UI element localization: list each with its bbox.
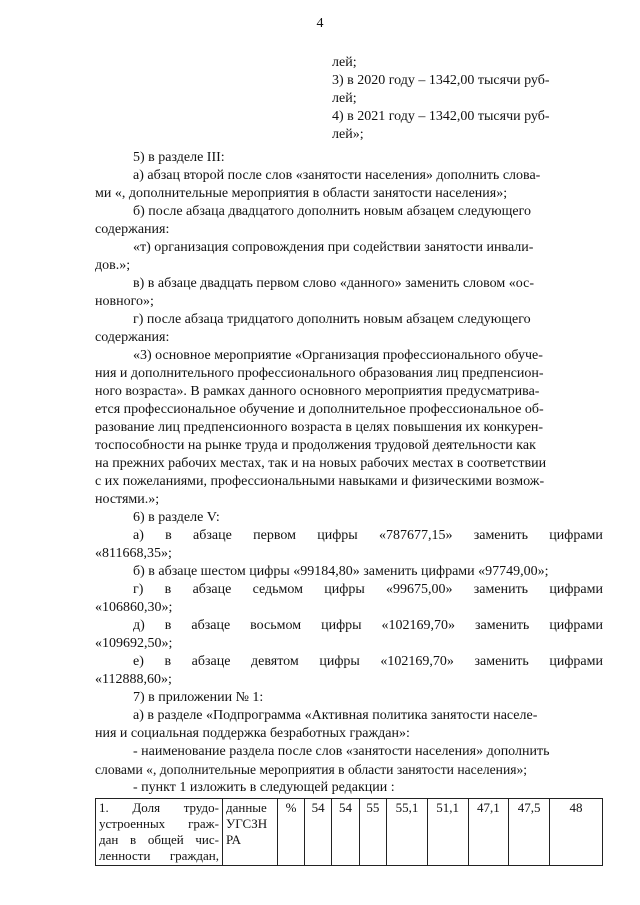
value-cell: 55 <box>359 799 386 866</box>
text-line: ется профессиональное обучение и дополнительное профессиональное об- <box>95 402 544 417</box>
text-line: содержания: <box>95 222 170 237</box>
word: абзаце <box>193 528 232 543</box>
word: граж- <box>188 816 219 831</box>
word: восьмом <box>250 618 302 633</box>
indicator-table <box>95 798 603 866</box>
text-line: ния и социальная поддержка безработных граждан»: <box>95 726 410 741</box>
text-line: «811668,35»; <box>95 546 172 561</box>
word: цифры <box>317 528 358 543</box>
text-line: дов.»; <box>95 258 131 273</box>
word: цифрами <box>549 582 603 597</box>
page-number: 4 <box>316 16 324 31</box>
word: цифрами <box>549 618 603 633</box>
word: заменить <box>473 582 529 597</box>
word: седьмом <box>252 582 303 597</box>
text-line: - наименование раздела после слов «занятости населения» дополнить <box>133 744 550 759</box>
text-line: 7) в приложении № 1: <box>133 690 264 705</box>
word: первом <box>253 528 296 543</box>
word: «102169,70» <box>380 654 454 669</box>
text-line: б) после абзаца двадцатого дополнить новым абзацем следующего <box>133 204 532 219</box>
source-cell <box>223 799 278 866</box>
word: а) <box>133 528 144 543</box>
source-line: данные <box>226 800 267 815</box>
word: абзаце <box>191 618 231 633</box>
text-line: тоспособности на рынке труда и продолжения трудовой деятельности как <box>95 438 536 453</box>
text-line: словами «, дополнительные мероприятия в области занятости населения»; <box>95 762 528 777</box>
text-line: «106860,30»; <box>95 600 173 615</box>
word: трудо- <box>183 800 219 815</box>
value-cell: 47,1 <box>468 799 509 866</box>
text-line: лей; <box>332 91 357 106</box>
value-cell: 54 <box>305 799 332 866</box>
word: абзаце <box>192 582 232 597</box>
text-line: лей; <box>332 55 357 70</box>
source-line: УГСЗН <box>226 816 268 831</box>
word: Доля <box>132 800 161 815</box>
text-line: ми «, дополнительные мероприятия в области занятости населения»; <box>95 186 508 201</box>
justified-line <box>133 617 603 635</box>
word: чис- <box>195 832 219 847</box>
word: устроенных <box>99 816 166 831</box>
text-line: 3) в 2020 году – 1342,00 тысячи руб- <box>332 73 550 88</box>
word: заменить <box>473 528 529 543</box>
value-cell: 54 <box>332 799 359 866</box>
text-line: 4) в 2021 году – 1342,00 тысячи руб- <box>332 109 550 124</box>
word: общей <box>147 832 184 847</box>
word: в <box>164 654 172 669</box>
text-line: «т) организация сопровождения при содействии занятости инвали- <box>133 240 534 255</box>
table-row <box>96 799 603 866</box>
word: ленности <box>99 848 151 863</box>
word: дан <box>99 832 119 847</box>
text-line: а) абзац второй после слов «занятости населения» дополнить слова- <box>133 168 541 183</box>
word: в <box>130 832 137 847</box>
word: д) <box>133 618 145 633</box>
word: г) <box>133 582 144 597</box>
text-line: б) в абзаце шестом цифры «99184,80» заменить цифрами «97749,00»; <box>133 564 549 579</box>
text-line: содержания: <box>95 330 170 345</box>
text-line: а) в разделе «Подпрограмма «Активная политика занятости населе- <box>133 708 538 723</box>
word: абзаце <box>191 654 231 669</box>
text-line: «112888,60»; <box>95 672 172 687</box>
value-cell: 48 <box>550 799 603 866</box>
text-line: на прежних рабочих местах, так и на новых рабочих местах в соответствии <box>95 456 547 471</box>
word: «99675,00» <box>386 582 453 597</box>
word: «787677,15» <box>378 528 453 543</box>
word: в <box>164 582 172 597</box>
value-cell: 55,1 <box>387 799 428 866</box>
word: девятом <box>251 654 299 669</box>
justified-line <box>133 581 603 599</box>
word: граждан, <box>169 848 219 863</box>
word: цифрами <box>549 654 603 669</box>
unit-cell: % <box>278 799 305 866</box>
word: цифры <box>324 582 365 597</box>
text-line: 6) в разделе V: <box>133 510 220 525</box>
word: в <box>165 528 172 543</box>
text-line: «109692,50»; <box>95 636 173 651</box>
indicator-name-cell <box>96 799 223 866</box>
source-line: РА <box>226 832 241 847</box>
word: 1. <box>99 800 109 815</box>
text-line: в) в абзаце двадцать первом слово «данного» заменить словом «ос- <box>133 276 534 291</box>
word: цифры <box>321 618 362 633</box>
text-line: 5) в разделе III: <box>133 150 225 165</box>
word: цифрами <box>549 528 603 543</box>
value-cell: 51,1 <box>427 799 468 866</box>
text-line: разование лиц предпенсионного возраста в целях повышения их конкурен- <box>95 420 544 435</box>
word: цифры <box>319 654 360 669</box>
text-line: «3) основное мероприятие «Организация профессионального обуче- <box>133 348 543 363</box>
word: в <box>164 618 172 633</box>
word: е) <box>133 654 144 669</box>
text-line: ния и дополнительного профессионального образования лиц предпенсион- <box>95 366 544 381</box>
text-line: ностями.»; <box>95 492 160 507</box>
value-cell: 47,5 <box>509 799 550 866</box>
justified-line <box>133 653 603 671</box>
text-line: - пункт 1 изложить в следующей редакции : <box>133 780 395 795</box>
text-line: ного возраста». В рамках данного основного мероприятия предусматрива- <box>95 384 540 399</box>
justified-line <box>133 527 603 545</box>
text-line: лей»; <box>332 127 364 142</box>
word: заменить <box>475 618 530 633</box>
word: заменить <box>474 654 529 669</box>
word: «102169,70» <box>381 618 456 633</box>
text-line: г) после абзаца тридцатого дополнить новым абзацем следующего <box>133 312 531 327</box>
text-line: с их пожеланиями, профессиональными навыками и физическими возмож- <box>95 474 545 489</box>
text-line: новного»; <box>95 294 154 309</box>
